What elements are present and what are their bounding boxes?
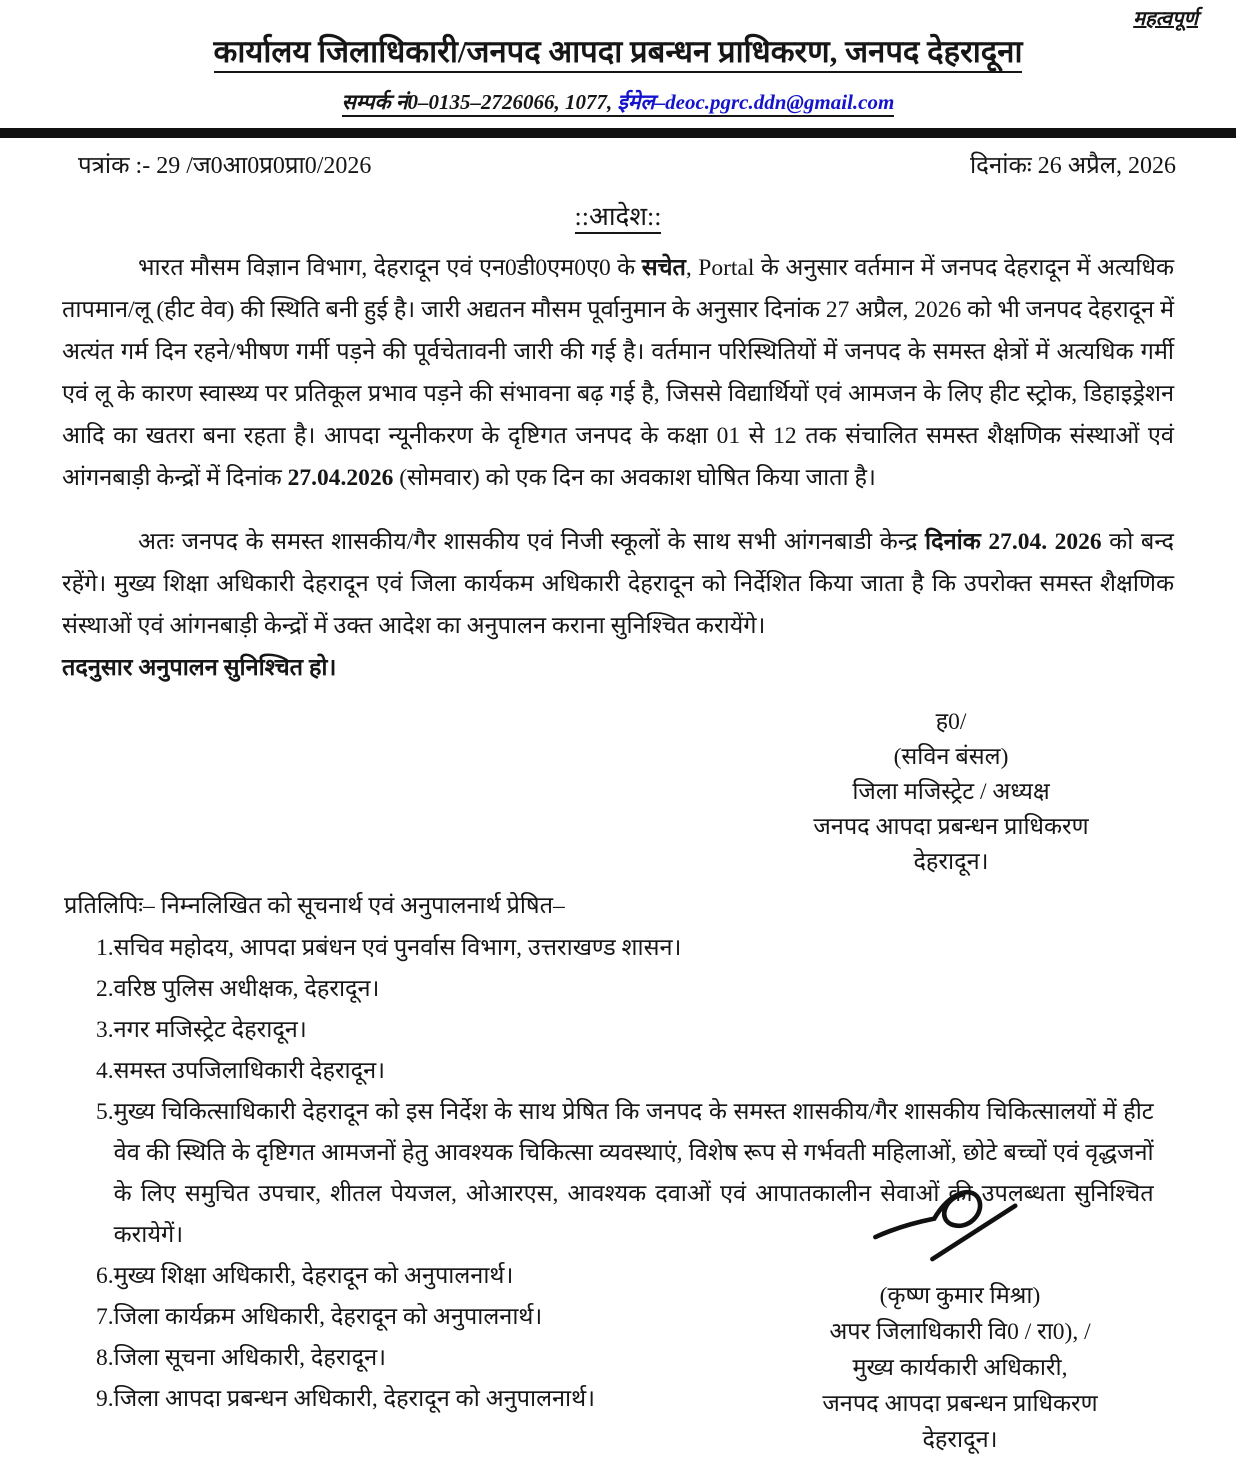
para1-text-pre: भारत मौसम विज्ञान विभाग, देहरादून एवं एन0डी0एम0ए0 के xyxy=(138,255,642,281)
list-item-number: 7. xyxy=(96,1304,114,1330)
list-item-number: 6. xyxy=(96,1263,114,1289)
list-item xyxy=(64,1010,1178,1051)
para2-text-post: को बन्द रहेंगे। मुख्य शिक्षा अधिकारी देहरादून एवं जिला कार्यकम अधिकारी देहरादून को निर्देशित किया जाता है कि उपरोक्त समस्त शैक्षणिक संस्थाओं एवं आंगनबाड़ी केन्द्रों में उक्त आदेश का अनुपालन कराना सुनिश्चित करायेंगे। xyxy=(62,529,1174,639)
copy-section-heading: प्रतिलिपिः– निम्नलिखित को सूचनार्थ एवं अनुपालनार्थ प्रेषित– xyxy=(64,893,565,919)
para1-text-mid: , Portal के अनुसार वर्तमान में जनपद देहरादून में अत्यधिक तापमान/लू (हीट वेव) की स्थिति बनी हुई है। जारी अद्यतन मौसम पूर्वानुमान के अनुसार दिनांक 27 अप्रैल, 2026 को भी जनपद देहरादून में अत्यंत गर्म दिन रहने/भीषण गर्मी पड़ने की पूर्वचेतावनी जारी की गई है। वर्तमान परिस्थितियों में जनपद के समस्त क्षेत्रों में अत्यधिक गर्मी एवं लू के कारण स्वास्थ्य पर प्रतिकूल प्रभाव पड़ने की संभावना बढ़ गई है, जिससे विद्यार्थियों एवं आमजन के लिए हीट स्ट्रोक, डिहाइड्रेशन आदि का खतरा बना रहता है। आपदा न्यूनीकरण के दृष्टिगत जनपद के कक्षा 01 से 12 तक संचालित समस्त शैक्षणिक संस्थाओं एवं आंगनबाड़ी केन्द्रों में दिनांक xyxy=(62,255,1174,491)
signatory1-designation-2: जनपद आपदा प्रबन्धन प्राधिकरण xyxy=(813,814,1089,840)
signatory2-place: देहरादून। xyxy=(922,1427,998,1453)
list-item xyxy=(64,1051,1178,1092)
para1-bold-sachet: सचेत xyxy=(641,255,686,281)
list-item-number: 8. xyxy=(96,1345,114,1371)
signed-mark: ह0/ xyxy=(935,709,967,735)
para2-bold-date: दिनांक 27.04. 2026 xyxy=(925,529,1102,555)
letterhead-divider-rule xyxy=(0,128,1236,138)
signatory1-place: देहरादून। xyxy=(913,849,989,875)
signatory2-designation-2: मुख्य कार्यकारी अधिकारी, xyxy=(852,1355,1068,1381)
handwritten-signature-icon xyxy=(760,1180,1160,1272)
reference-row xyxy=(0,138,1236,181)
para1-bold-date: 27.04.2026 xyxy=(287,465,394,491)
list-item-text: सचिव महोदय, आपदा प्रबंधन एवं पुनर्वास विभाग, उत्तराखण्ड शासन। xyxy=(113,935,682,961)
list-item xyxy=(64,969,1178,1010)
contact-email-link[interactable]: ईमेल–deoc.pgrc.ddn@gmail.com xyxy=(617,90,895,114)
list-item-text: जिला आपदा प्रबन्धन अधिकारी, देहरादून को अनुपालनार्थ। xyxy=(113,1386,596,1412)
order-paragraph-2 xyxy=(0,521,1236,647)
importance-tag: महत्वपूर्ण xyxy=(1133,8,1198,30)
list-item-text: वरिष्ठ पुलिस अधीक्षक, देहरादून। xyxy=(113,976,380,1002)
list-item-text: जिला सूचना अधिकारी, देहरादून। xyxy=(113,1345,387,1371)
para2-text-pre: अतः जनपद के समस्त शासकीय/गैर शासकीय एवं निजी स्कूलों के साथ सभी आंगनबाडी केन्द्र xyxy=(138,529,926,555)
list-item-text: मुख्य शिक्षा अधिकारी, देहरादून को अनुपालनार्थ। xyxy=(113,1263,514,1289)
letter-ref-number: पत्रांक :- 29 /ज0आ0प्र0प्रा0/2026 xyxy=(78,153,372,179)
letter-date: दिनांकः 26 अप्रैल, 2026 xyxy=(969,153,1176,179)
order-heading: ::आदेश:: xyxy=(0,197,1236,233)
office-letterhead-title xyxy=(0,0,1236,72)
office-title-text: कार्यालय जिलाधिकारी/जनपद आपदा प्रबन्धन प्राधिकरण, जनपद देहरादूना xyxy=(214,34,1023,73)
list-item-number: 9. xyxy=(96,1386,114,1412)
list-item-number: 4. xyxy=(96,1058,114,1084)
contact-line xyxy=(0,88,1236,116)
contact-phone: सम्पर्क नं0–0135–2726066, 1077, xyxy=(341,90,618,114)
list-item xyxy=(64,928,1178,969)
list-item-number: 5. xyxy=(96,1099,114,1125)
signatory2-designation-3: जनपद आपदा प्रबन्धन प्राधिकरण xyxy=(822,1391,1098,1417)
para1-text-post: (सोमवार) को एक दिन का अवकाश घोषित किया जाता है। xyxy=(393,465,876,491)
signatory-block-primary xyxy=(736,705,1166,880)
list-item-number: 2. xyxy=(96,976,114,1002)
signatory1-designation-1: जिला मजिस्ट्रेट / अध्यक्ष xyxy=(852,779,1050,805)
signatory-block-secondary xyxy=(760,1180,1160,1458)
list-item-text: नगर मजिस्ट्रेट देहरादून। xyxy=(113,1017,307,1043)
list-item-text: जिला कार्यक्रम अधिकारी, देहरादून को अनुपालनार्थ। xyxy=(113,1304,543,1330)
list-item-number: 3. xyxy=(96,1017,114,1043)
list-item-text: समस्त उपजिलाधिकारी देहरादून। xyxy=(113,1058,386,1084)
order-paragraph-1 xyxy=(0,247,1236,499)
list-item-number: 1. xyxy=(96,935,114,961)
list-item-text: मुख्य चिकित्साधिकारी देहरादून को इस निर्देश के साथ प्रेषित कि जनपद के समस्त शासकीय/गैर शासकीय चिकित्सालयों में हीट वेव की स्थिति के दृष्टिगत आमजनों हेतु आवश्यक चिकित्सा व्यवस्थाएं, विशेष रूप से गर्भवती महिलाओं, छोटे बच्चों एवं वृद्धजनों के लिए समुचित उपचार, शीतल पेयजल, ओआरएस, आवश्यक दवाओं एवं आपातकालीन सेवाओं की उपलब्धता सुनिश्चित करायेगें। xyxy=(113,1099,1154,1248)
signatory1-name: (सविन बंसल) xyxy=(893,744,1009,770)
signatory2-name: (कृष्ण कुमार मिश्रा) xyxy=(879,1283,1041,1309)
signatory2-designation-1: अपर जिलाधिकारी वि0 / रा0), / xyxy=(829,1319,1091,1345)
compliance-line: तदनुसार अनुपालन सुनिश्चित हो। xyxy=(62,655,337,681)
